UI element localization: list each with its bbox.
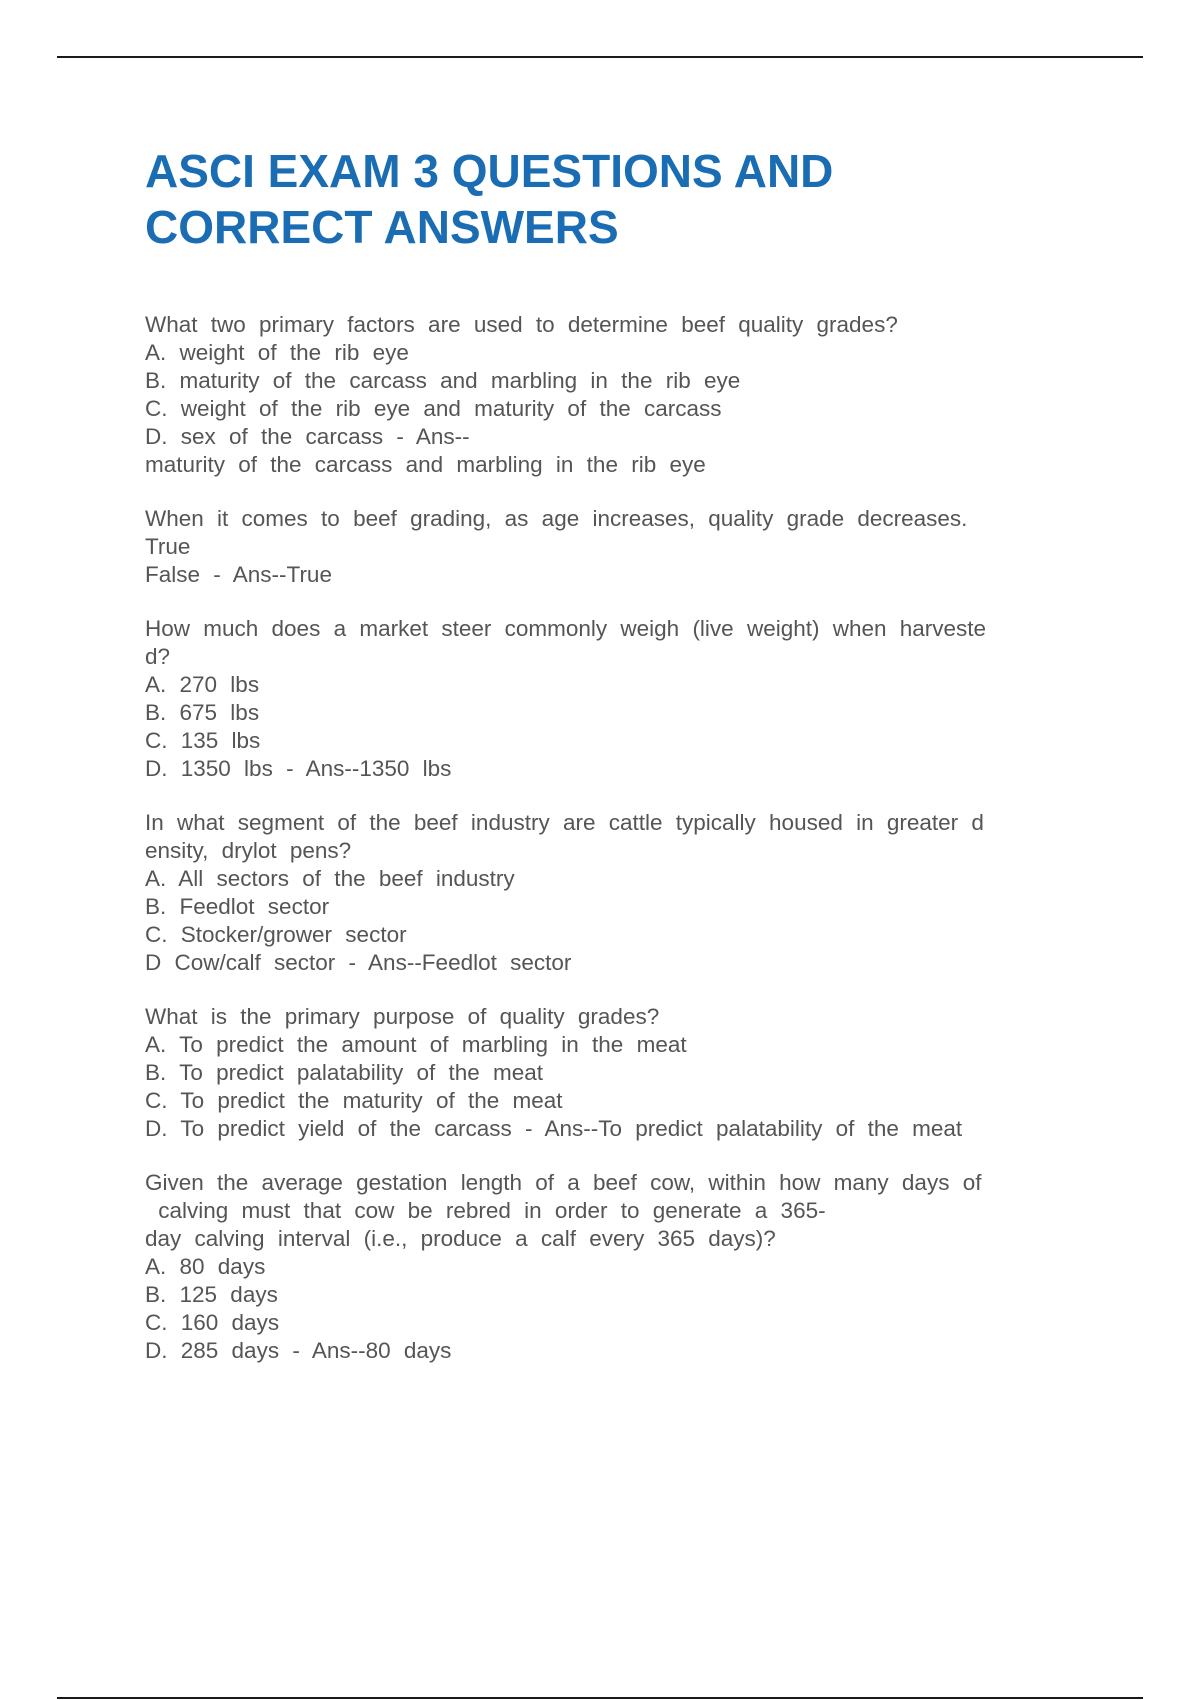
option-false-answer: False - Ans--True: [145, 562, 332, 587]
top-rule: [57, 56, 1143, 58]
page-title: [145, 143, 1105, 255]
question-block-1: [145, 311, 1085, 479]
question-text: How much does a market steer commonly weigh (live weight) when harveste: [145, 616, 987, 641]
question-text: Given the average gestation length of a beef cow, within how many days of: [145, 1170, 982, 1195]
option-c: C. 135 lbs: [145, 728, 261, 753]
question-list: [145, 311, 1085, 1391]
question-text-continued: ensity, drylot pens?: [145, 838, 352, 863]
option-c: C. To predict the maturity of the meat: [145, 1088, 563, 1113]
option-a: A. 270 lbs: [145, 672, 260, 697]
option-b: B. Feedlot sector: [145, 894, 330, 919]
question-text: In what segment of the beef industry are cattle typically housed in greater d: [145, 810, 984, 835]
option-d-answer: D. 285 days - Ans--80 days: [145, 1338, 452, 1363]
question-block-5: [145, 1003, 1085, 1143]
option-b: B. 125 days: [145, 1282, 278, 1307]
title-line-2: CORRECT ANSWERS: [145, 201, 619, 253]
option-b: B. To predict palatability of the meat: [145, 1060, 544, 1085]
question-text: What two primary factors are used to determine beef quality grades?: [145, 312, 898, 337]
answer-text: maturity of the carcass and marbling in the rib eye: [145, 452, 706, 477]
option-a: A. To predict the amount of marbling in the meat: [145, 1032, 687, 1057]
option-a: A. 80 days: [145, 1254, 266, 1279]
option-a: A. All sectors of the beef industry: [145, 866, 515, 891]
question-block-3: [145, 615, 1085, 783]
option-c: C. Stocker/grower sector: [145, 922, 407, 947]
option-c: C. weight of the rib eye and maturity of the carcass: [145, 396, 722, 421]
option-d-answer: D Cow/calf sector - Ans--Feedlot sector: [145, 950, 572, 975]
option-d-answer: D. To predict yield of the carcass - Ans--To predict palatability of the meat: [145, 1116, 963, 1141]
option-d: D. sex of the carcass - Ans--: [145, 424, 470, 449]
question-block-6: [145, 1169, 1085, 1365]
option-c: C. 160 days: [145, 1310, 280, 1335]
option-d-answer: D. 1350 lbs - Ans--1350 lbs: [145, 756, 452, 781]
option-b: B. 675 lbs: [145, 700, 260, 725]
question-text-continued: day calving interval (i.e., produce a calf every 365 days)?: [145, 1226, 776, 1251]
option-b: B. maturity of the carcass and marbling in the rib eye: [145, 368, 741, 393]
question-text: When it comes to beef grading, as age increases, quality grade decreases.: [145, 506, 968, 531]
title-line-1: ASCI EXAM 3 QUESTIONS AND: [145, 145, 834, 197]
question-text-continued: calving must that cow be rebred in order to generate a 365-: [145, 1198, 826, 1223]
question-text: What is the primary purpose of quality grades?: [145, 1004, 660, 1029]
question-text-continued: d?: [145, 644, 171, 669]
question-block-2: [145, 505, 1085, 589]
question-block-4: [145, 809, 1085, 977]
bottom-rule: [57, 1697, 1143, 1699]
option-a: A. weight of the rib eye: [145, 340, 409, 365]
option-true: True: [145, 534, 191, 559]
